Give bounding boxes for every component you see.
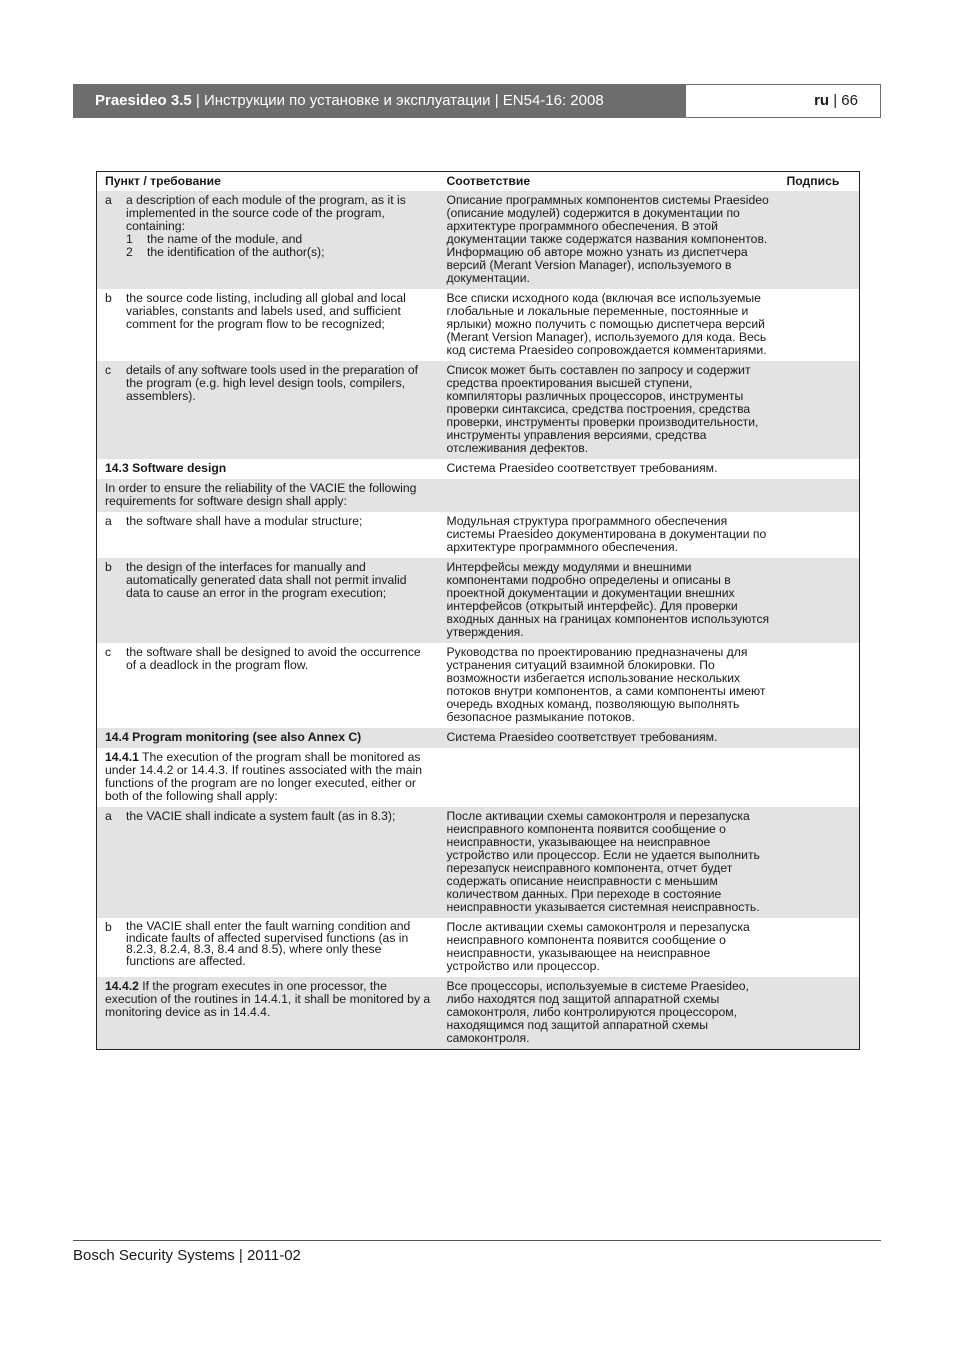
- table-row: [97, 558, 860, 643]
- page-header: [73, 84, 881, 118]
- intro-cell: [97, 977, 439, 1050]
- clause-number: 14.4.1: [105, 750, 139, 764]
- table-header-row: [97, 172, 860, 192]
- requirement-cell: [97, 918, 439, 977]
- compliance-cell: После активации схемы самоконтроля и перезапуска неисправного компонента появится сообщение о неисправности, указывающее на неисправное устройство или процессор.: [446, 920, 750, 973]
- section-heading-row: [97, 459, 860, 479]
- sub-item-number: 2: [126, 245, 133, 259]
- signature-cell: [779, 728, 860, 748]
- compliance-cell: [439, 479, 779, 512]
- compliance-cell: Руководства по проектированию предназначены для устранения ситуаций взаимной блокировки. По возможности избегается использование нескольких потоков внутри компонентов, а сами компоненты имеют очередь входных команд, позволяющую выполнять безопасное размыкание потоков.: [446, 645, 766, 724]
- document-subtitle: | Инструкции по установке и эксплуатации | EN54-16: 2008: [191, 92, 604, 109]
- item-label: c: [105, 645, 112, 659]
- compliance-cell: Система Praesideo соответствует требованиям.: [446, 461, 718, 475]
- signature-cell: [779, 512, 860, 558]
- requirement-text: the VACIE shall indicate a system fault (as in 8.3);: [126, 809, 396, 823]
- item-label: c: [105, 363, 112, 377]
- signature-cell: [779, 643, 860, 728]
- table-row: [97, 918, 860, 977]
- signature-cell: [779, 289, 860, 361]
- table-row: [97, 977, 860, 1050]
- requirement-cell: [97, 191, 439, 289]
- requirement-text: the software shall be designed to avoid the occurrence of a deadlock in the program flow.: [126, 645, 421, 672]
- clause-number: 14.4.2: [105, 979, 139, 993]
- requirement-text: the VACIE shall enter the fault warning condition and indicate faults of affected supervised functions (as in 8.2.3, 8.2.4, 8.3, 8.4 and 8.5), where only these functions are affected.: [126, 919, 411, 968]
- footer-text: Bosch Security Systems | 2011-02: [73, 1247, 301, 1264]
- section-heading: 14.4 Program monitoring (see also Annex C): [97, 728, 439, 748]
- requirement-text: the software shall have a modular structure;: [126, 514, 363, 528]
- requirement-cell: [97, 289, 439, 361]
- table-row: [97, 361, 860, 459]
- intro-cell: [97, 748, 439, 807]
- table-row: [97, 479, 860, 512]
- signature-cell: [779, 918, 860, 977]
- intro-text: In order to ensure the reliability of the VACIE the following requirements for software design shall apply:: [97, 479, 439, 512]
- sub-item-text: the identification of the author(s);: [147, 245, 325, 259]
- section-heading-row: [97, 728, 860, 748]
- column-header-compliance: Соответствие: [446, 174, 531, 188]
- signature-cell: [779, 807, 860, 918]
- column-header-requirement: Пункт / требование: [105, 174, 221, 188]
- requirement-cell: [97, 643, 439, 728]
- compliance-cell: Интерфейсы между модулями и внешними компонентами подробно определены и описаны в проектной документации и документации внешних интерфейсов (открытый интерфейс). Для проверки входных данных на границах компонентов используются утверждения.: [439, 558, 779, 643]
- requirement-text: a description of each module of the program, as it is implemented in the source code of the program, containing:: [126, 193, 406, 233]
- table-row: [97, 748, 860, 807]
- item-label: b: [105, 920, 112, 934]
- requirement-cell: [97, 512, 439, 558]
- compliance-cell: Система Praesideo соответствует требованиям.: [439, 728, 779, 748]
- intro-text: The execution of the program shall be monitored as under 14.4.2 or 14.4.3. If routines associated with the main functions of the program are no longer executed, either or both of the following shall apply:: [105, 750, 423, 803]
- item-label: a: [105, 514, 112, 528]
- table-row: [97, 191, 860, 289]
- compliance-cell: Модульная структура программного обеспечения системы Praesideo документирована в документации по архитектуре программного обеспечения.: [446, 514, 767, 554]
- compliance-cell: [439, 748, 779, 807]
- compliance-cell: Все процессоры, используемые в системе Praesideo, либо находятся под защитой аппаратной схемы самоконтроля, либо контролируются процессором, находящимся под защитой аппаратной схемы самоконтроля.: [439, 977, 779, 1050]
- requirement-text: details of any software tools used in the preparation of the program (e.g. high level design tools, compilers, assemblers).: [126, 363, 419, 403]
- footer-divider: [73, 1240, 881, 1241]
- item-label: b: [105, 291, 112, 305]
- requirement-cell: [97, 807, 439, 918]
- page-number-box: [685, 84, 881, 118]
- table-row: [97, 807, 860, 918]
- item-label: b: [105, 560, 112, 574]
- language-code: ru: [814, 92, 830, 109]
- signature-cell: [779, 479, 860, 512]
- signature-cell: [779, 748, 860, 807]
- signature-cell: [779, 191, 860, 289]
- section-heading: 14.3 Software design: [105, 461, 227, 475]
- page-number: | 66: [829, 92, 858, 109]
- table-row: [97, 643, 860, 728]
- sub-item-number: 1: [126, 232, 133, 246]
- product-name: Praesideo 3.5: [95, 92, 192, 109]
- signature-cell: [779, 459, 860, 479]
- compliance-cell: Список может быть составлен по запросу и содержит средства проектирования высшей ступени, компиляторы различных процессоров, инструменты проверки синтаксиса, средства построения, средства проверки, инструменты проверки производительности, инструменты управления версиями, средства отслеживания дефектов.: [439, 361, 779, 459]
- compliance-cell: Описание программных компонентов системы Praesideo (описание модулей) содержится в документации по архитектуре программного обеспечения. В этой документации также содержатся названия компонентов. Информацию об авторе можно узнать из диспетчера версий (Merant Version Manager), используемого в документации.: [439, 191, 779, 289]
- signature-cell: [779, 977, 860, 1050]
- sub-item-text: the name of the module, and: [147, 232, 303, 246]
- requirement-text: the source code listing, including all global and local variables, constants and labels used, and sufficient comment for the program flow to be recognized;: [126, 291, 406, 331]
- requirement-text: the design of the interfaces for manually and automatically generated data shall not permit invalid data to cause an error in the program execution;: [126, 560, 407, 600]
- requirement-cell: [97, 558, 439, 643]
- compliance-cell: После активации схемы самоконтроля и перезапуска неисправного компонента появится сообщение о неисправности, указывающее на неисправное устройство или процессор. Если не удается выполнить перезапуск неисправного компонента, отчет будет содержать описание неисправности с меньшим количеством данных. При переходе в состояние неисправности указывается системная неисправность.: [439, 807, 779, 918]
- requirement-cell: [97, 361, 439, 459]
- compliance-cell: Все списки исходного кода (включая все используемые глобальные и локальные переменные, постоянные и ярлыки) можно получить с помощью диспетчера версий (Merant Version Manager), используемого для кода. Весь код система Praesideo сопровождается комментариями.: [446, 291, 767, 357]
- header-title-bar: [73, 84, 685, 118]
- table-row: [97, 289, 860, 361]
- item-label: a: [105, 809, 112, 823]
- column-header-signature: Подпись: [786, 174, 840, 188]
- table-row: [97, 512, 860, 558]
- signature-cell: [779, 558, 860, 643]
- requirements-table: [96, 171, 860, 1050]
- signature-cell: [779, 361, 860, 459]
- item-label: a: [105, 193, 112, 207]
- intro-text: If the program executes in one processor, the execution of the routines in 14.4.1, it shall be monitored by a monitoring device as in 14.4.4.: [105, 979, 431, 1019]
